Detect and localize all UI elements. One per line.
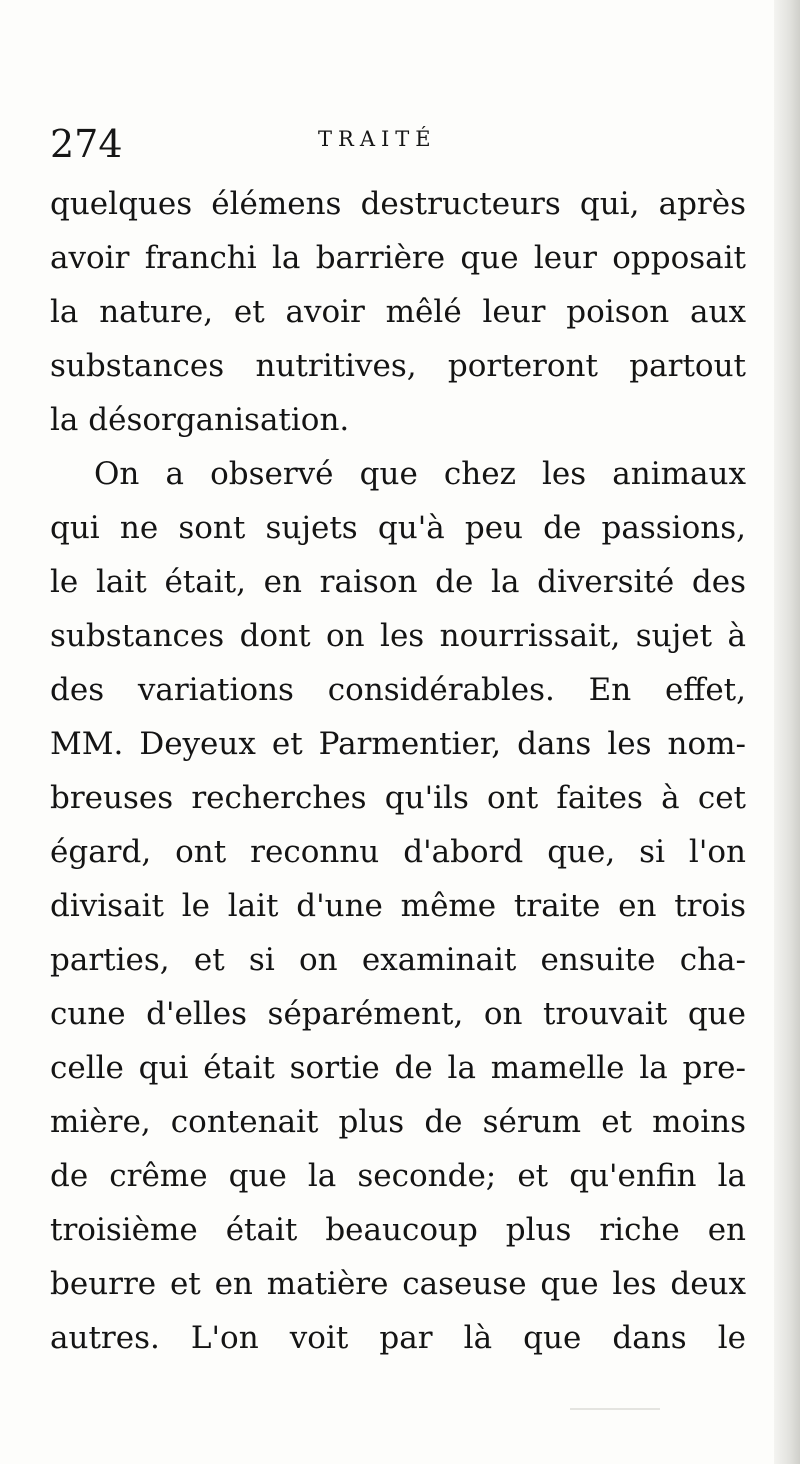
text-line: substances nutritives, porteront partout xyxy=(50,348,746,384)
page-number: 274 xyxy=(50,122,123,166)
text-line: MM. Deyeux et Parmentier, dans les nom- xyxy=(50,726,746,762)
text-line: le lait était, en raison de la diversité des xyxy=(50,564,746,600)
text-line: de crême que la seconde; et qu'enfin la xyxy=(50,1158,746,1194)
text-line: quelques élémens destructeurs qui, après xyxy=(50,186,746,222)
text-line: mière, contenait plus de sérum et moins xyxy=(50,1104,746,1140)
text-line: beurre et en matière caseuse que les deux xyxy=(50,1266,746,1302)
text-line: la désorganisation. xyxy=(50,402,350,438)
text-line: divisait le lait d'une même traite en trois xyxy=(50,888,746,924)
text-line: cune d'elles séparément, on trouvait que xyxy=(50,996,746,1032)
text-line: égard, ont reconnu d'abord que, si l'on xyxy=(50,834,746,870)
text-line: la nature, et avoir mêlé leur poison aux xyxy=(50,294,746,330)
paragraph-start-line: On a observé que chez les animaux xyxy=(94,456,746,492)
text-line: substances dont on les nourrissait, sujet à xyxy=(50,618,746,654)
running-title: TRAITÉ xyxy=(318,127,437,151)
text-line: autres. L'on voit par là que dans le xyxy=(50,1320,746,1356)
text-line: breuses recherches qu'ils ont faites à cet xyxy=(50,780,746,816)
page-edge-shadow xyxy=(774,0,800,1464)
text-line: parties, et si on examinait ensuite cha- xyxy=(50,942,746,978)
body-text xyxy=(50,177,746,1365)
page-header xyxy=(50,118,740,170)
text-line: des variations considérables. En effet, xyxy=(50,672,746,708)
text-line: avoir franchi la barrière que leur opposait xyxy=(50,240,746,276)
text-line: qui ne sont sujets qu'à peu de passions, xyxy=(50,510,746,546)
text-line: troisième était beaucoup plus riche en xyxy=(50,1212,746,1248)
text-line: celle qui était sortie de la mamelle la pre- xyxy=(50,1050,746,1086)
paper-smudge xyxy=(570,1408,660,1410)
